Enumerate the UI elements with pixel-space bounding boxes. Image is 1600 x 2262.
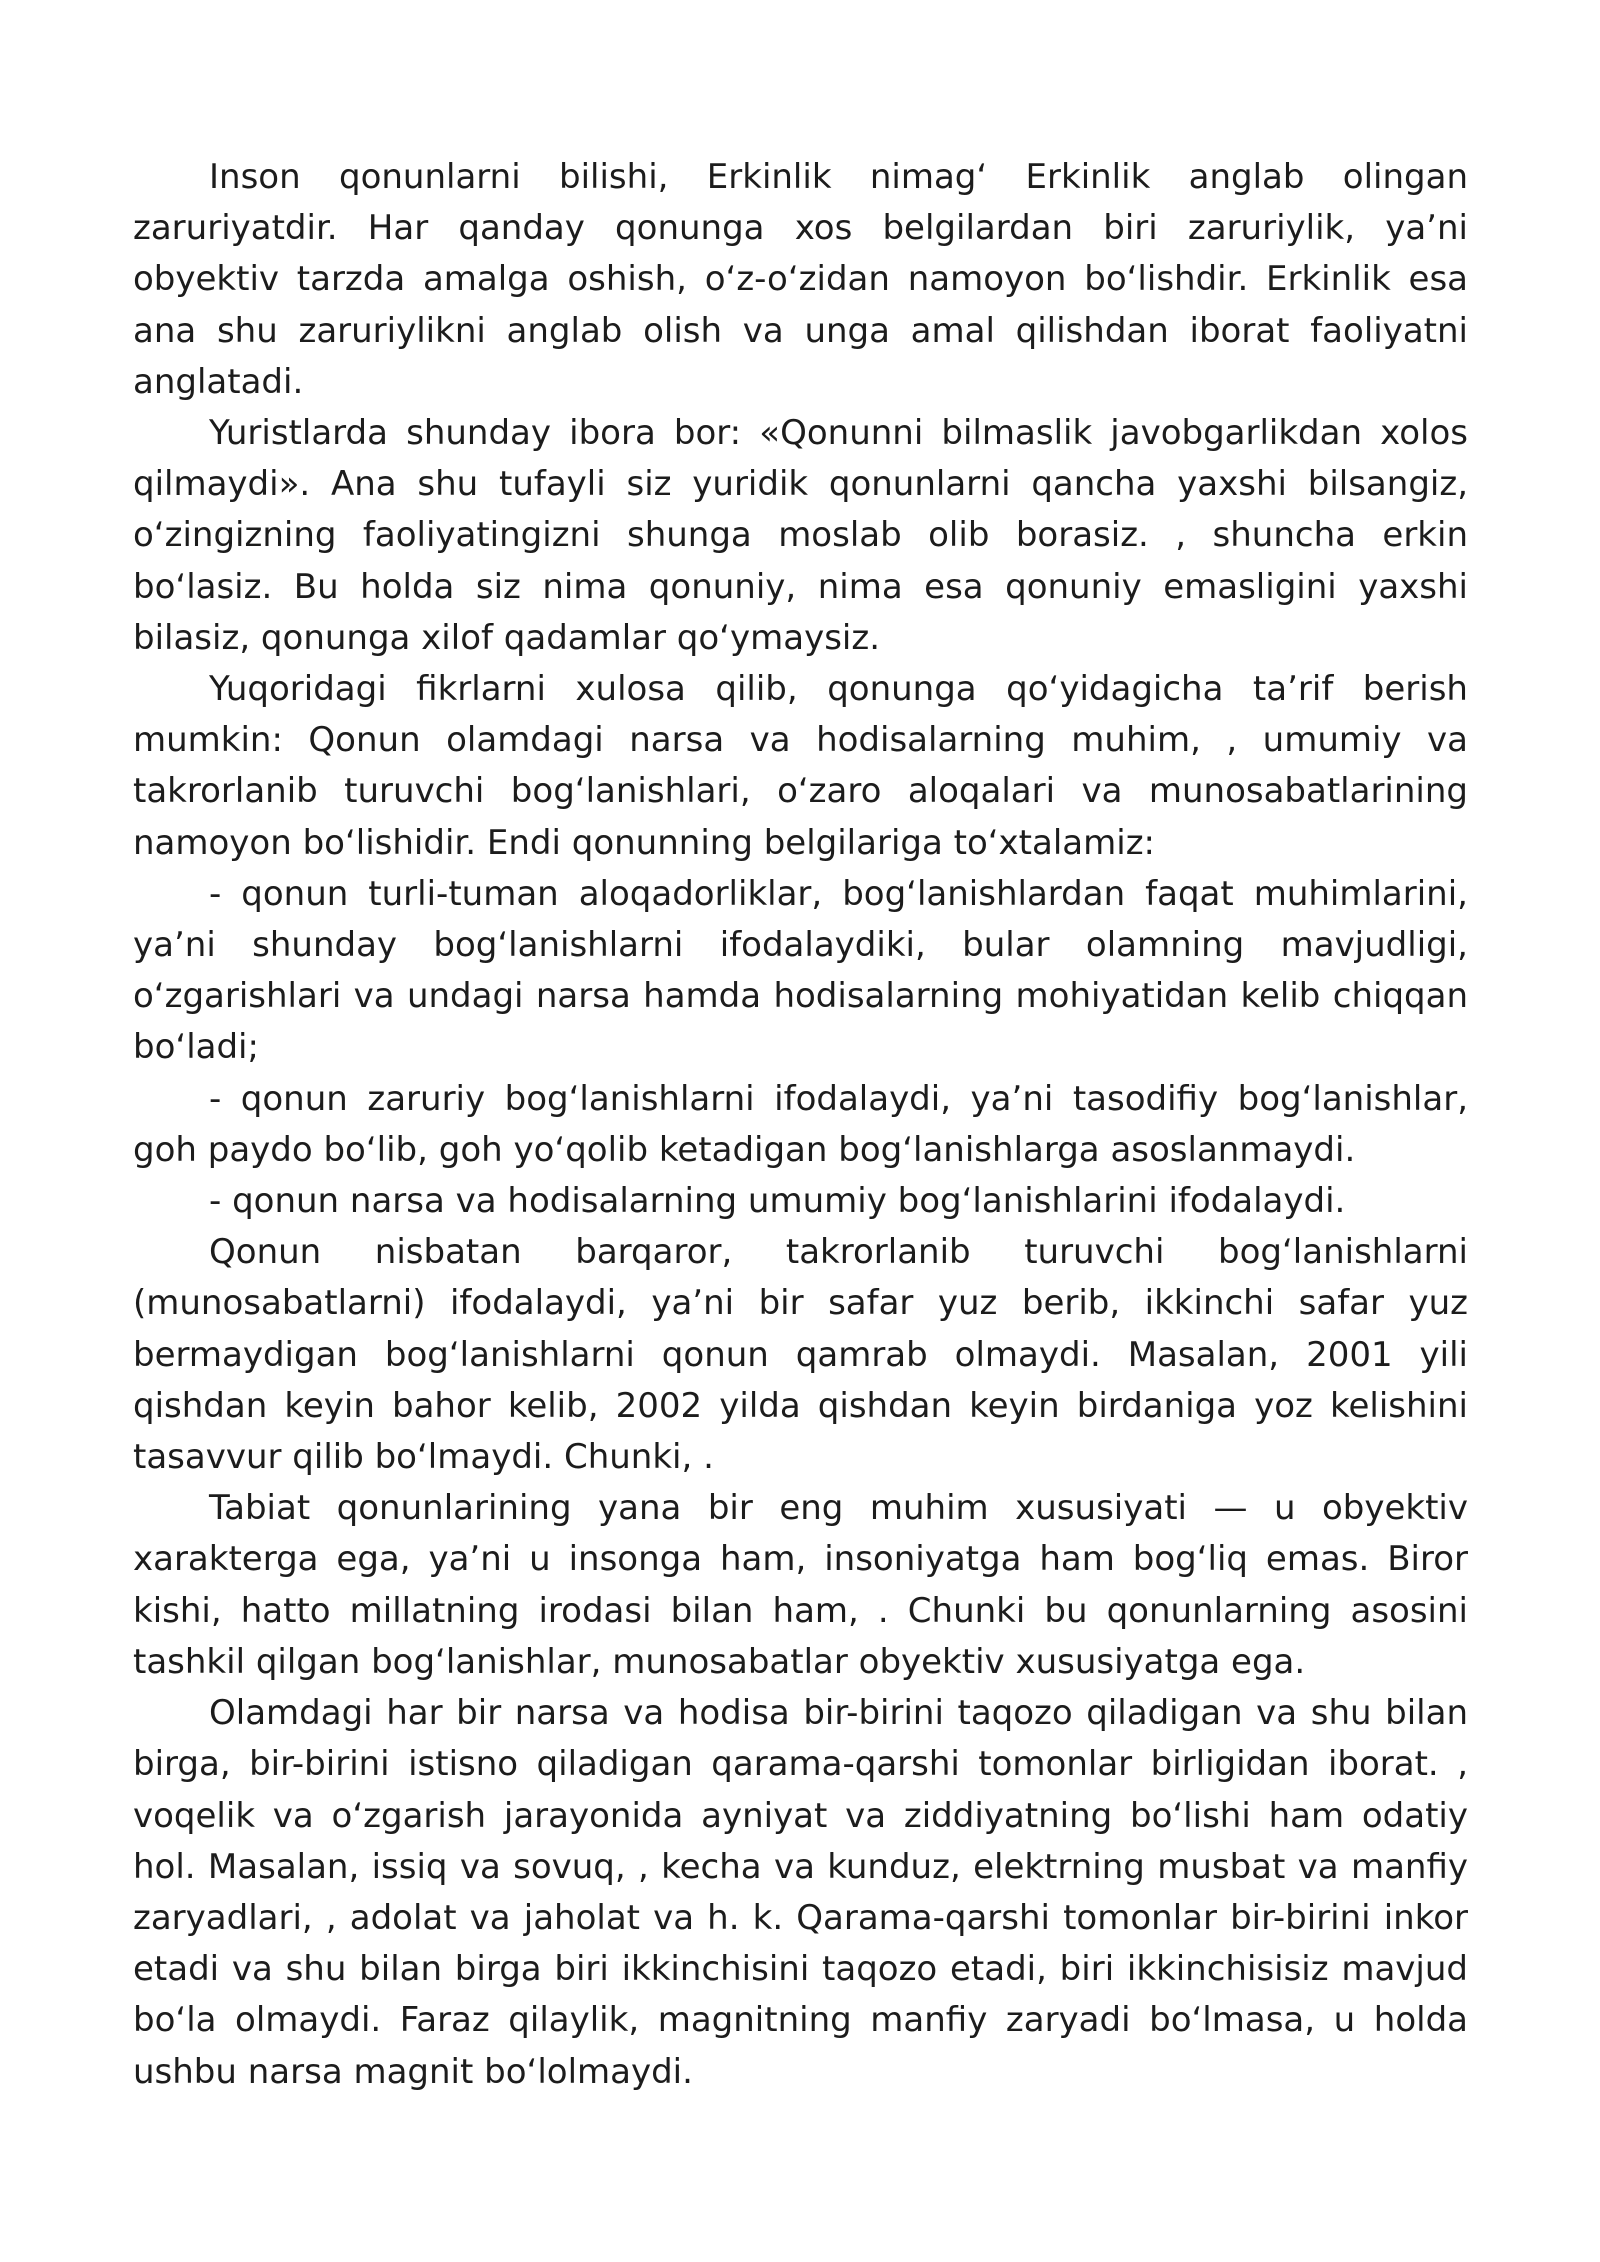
paragraph-freedom-necessity: Inson qonunlarni bilishi, Erkinlik nimag‘ Erkinlik anglab olingan zaruriyatdir. Har qanday qonunga xos belgilardan biri zaruriylik, ya’ni obyektiv tarzda amalga oshish, o‘z-o‘zidan namoyon bo‘lishdir. Erkinlik esa ana shu zaruriylikni anglab olish va unga amal qilishdan iborat faoliyatni anglatadi. bbox=[133, 157, 1468, 402]
list-item-essential-connections: - qonun turli-tuman aloqadorliklar, bog‘lanishlardan faqat muhimlarini, ya’ni shunday bog‘lanishlarni ifodalaydiki, bular olamning mavjudligi, o‘zgarishlari va undagi narsa hamda hodisalarning mohiyatidan kelib chiqqan bo‘ladi; bbox=[133, 873, 1468, 1068]
document-page bbox=[133, 152, 1468, 2098]
paragraph-objective-nature: Tabiat qonunlarining yana bir eng muhim xususiyati — u obyektiv xarakterga ega, ya’ni u insonga ham, insoniyatga ham bog‘liq emas. Biror kishi, hatto millatning irodasi bilan ham, . Chunki bu qonunlarning asosini tashkil qilgan bog‘lanishlar, munosabatlar obyektiv xususiyatga ega. bbox=[133, 1488, 1468, 1682]
paragraph-lawyers-saying: Yuristlarda shunday ibora bor: «Qonunni bilmaslik javobgarlikdan xolos qilmaydi». Ana shu tufayli siz yuridik qonunlarni qancha yaxshi bilsangiz, o‘zingizning faoliyatingizni shunga moslab olib borasiz. , shuncha erkin bo‘lasiz. Bu holda siz nima qonuniy, nima esa qonuniy emasligini yaxshi bilasiz, qonunga xilof qadamlar qo‘ymaysiz. bbox=[133, 413, 1468, 658]
paragraph-stable-relations: Qonun nisbatan barqaror, takrorlanib turuvchi bog‘lanishlarni (munosabatlarni) ifodalaydi, ya’ni bir safar yuz berib, ikkinchi safar yuz bermaydigan bog‘lanishlarni qonun qamrab olmaydi. Masalan, 2001 yili qishdan keyin bahor kelib, 2002 yilda qishdan keyin birdaniga yoz kelishini tasavvur qilib bo‘lmaydi. Chunki, . bbox=[133, 1232, 1468, 1478]
list-item-necessary-connections: - qonun zaruriy bog‘lanishlarni ifodalaydi, ya’ni tasodifiy bog‘lanishlar, goh paydo bo‘lib, goh yo‘qolib ketadigan bog‘lanishlarga asoslanmaydi. bbox=[133, 1078, 1468, 1170]
list-item-general-connections: - qonun narsa va hodisalarning umumiy bog‘lanishlarini ifodalaydi. bbox=[209, 1181, 1346, 1222]
paragraph-unity-of-opposites: Olamdagi har bir narsa va hodisa bir-birini taqozo qiladigan va shu bilan birga, bir-birini istisno qiladigan qarama-qarshi tomonlar birligidan iborat. , voqelik va o‘zgarish jarayonida ayniyat va ziddiyatning bo‘lishi ham odatiy hol. Masalan, issiq va sovuq, , kecha va kunduz, elektrning musbat va manfiy zaryadlari, , adolat va jaholat va h. k. Qarama-qarshi tomonlar bir-birini inkor etadi va shu bilan birga biri ikkinchisini taqozo etadi, biri ikkinchisisiz mavjud bo‘la olmaydi. Faraz qilaylik, magnitning manfiy zaryadi bo‘lmasa, u holda ushbu narsa magnit bo‘lolmaydi. bbox=[133, 1693, 1468, 2092]
paragraph-law-definition: Yuqoridagi fikrlarni xulosa qilib, qonunga qo‘yidagicha ta’rif berish mumkin: Qonun olamdagi narsa va hodisalarning muhim, , umumiy va takrorlanib turuvchi bog‘lanishlari, o‘zaro aloqalari va munosabatlarining namoyon bo‘lishidir. Endi qonunning belgilariga to‘xtalamiz: bbox=[133, 669, 1468, 863]
